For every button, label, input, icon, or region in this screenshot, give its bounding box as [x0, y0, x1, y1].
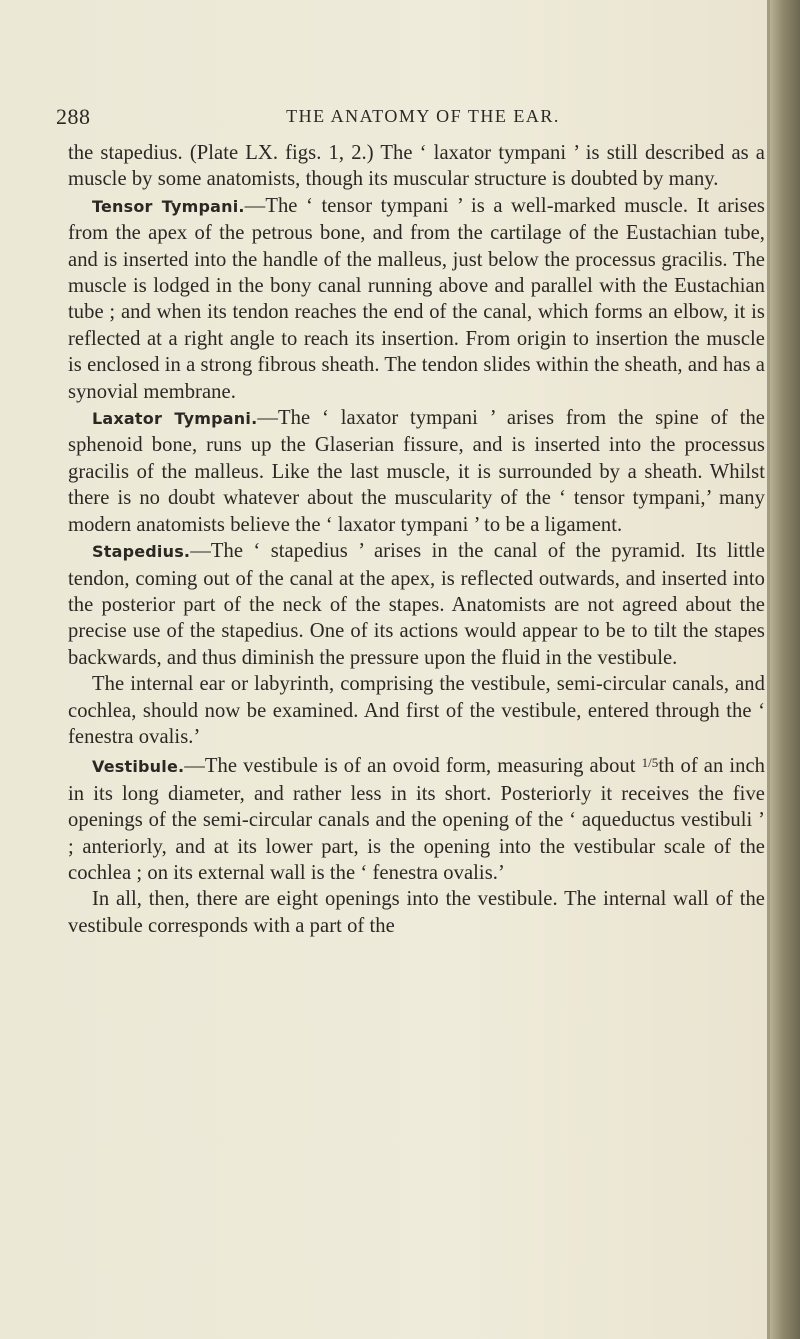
paragraph-vestibule: [68, 750, 765, 886]
page-number: 288: [56, 104, 91, 129]
paragraph-text: —The ‘ tensor tympani ’ is a well-marked muscle. It arises from the apex of the petrous bone, and from the cartilage of the Eustachian tube, and is inserted into the handle of the malleus, just below the processus gracilis. The muscle is lodged in the bony canal running above and parallel with the Eustachian tube ; and when its tendon reaches the end of the canal, which forms an elbow, it is reflected at a right angle to reach its insertion. From origin to insertion the muscle is enclosed in a strong fibrous sheath. The tendon slides within the sheath, and has a synovial membrane.: [68, 194, 765, 403]
paragraph-text: —The vestibule is of an ovoid form, measuring about: [184, 755, 642, 778]
paragraph-text: —The ‘ stapedius ’ arises in the canal of the pyramid. Its little tendon, coming out of the canal at the apex, is reflected outwards, and inserted into the posterior part of the neck of the stapes. Anatomists are not agreed about the precise use of the stapedius. One of its actions would appear to be to tilt the stapes backwards, and thus diminish the pressure upon the fluid in the vestibule.: [68, 540, 765, 669]
paragraph-text: In all, then, there are eight openings into the vestibule. The internal wall of the vestibule corresponds with a part of the: [68, 888, 765, 937]
fraction: 1/5: [641, 755, 659, 771]
running-head: THE ANATOMY OF THE EAR.: [286, 106, 560, 126]
page-header: [56, 104, 760, 134]
paragraph-laxator-tympani: [68, 405, 765, 538]
body-text: [68, 140, 765, 939]
paragraph-stapedius: [68, 538, 765, 671]
book-spine-edge: [770, 0, 800, 1339]
section-heading-laxator-tympani: Laxator Tympani.: [92, 409, 258, 429]
paragraph-internal-ear: [68, 671, 765, 750]
paragraph-text: —The ‘ laxator tympani ’ arises from the spine of the sphenoid bone, runs up the Glaserian fissure, and is inserted into the processus gracilis of the malleus. Like the last muscle, it is surrounded by a sheath. Whilst there is no doubt whatever about the muscularity of the ‘ tensor tympani,’ many modern anatomists believe the ‘ laxator tympani ’ to be a ligament.: [68, 407, 766, 536]
paragraph-tensor-tympani: [68, 193, 765, 405]
paragraph-text: The internal ear or labyrinth, comprising the vestibule, semi-circular canals, and cochlea, should now be examined. And first of the vestibule, entered through the ‘ fenestra ovalis.’: [68, 673, 765, 748]
paragraph-continuation: [68, 140, 765, 193]
section-heading-tensor-tympani: Tensor Tympani.: [92, 196, 245, 216]
section-heading-vestibule: Vestibule.: [92, 757, 185, 777]
paragraph-openings: [68, 886, 765, 939]
paragraph-text: the stapedius. (Plate LX. figs. 1, 2.) The ‘ laxator tympani ’ is still described as a muscle by some anatomists, though its muscular structure is doubted by many.: [68, 142, 765, 191]
paragraph-text: th of an inch in its long diameter, and rather less in its short. Posteriorly it receives the five openings of the semi-circular canals and the opening of the ‘ aqueductus vestibuli ’ ; anteriorly, and at its lower part, is the opening into the vestibular scale of the cochlea ; on its external wall is the ‘ fenestra ovalis.’: [68, 755, 765, 884]
section-heading-stapedius: Stapedius.: [92, 542, 191, 562]
